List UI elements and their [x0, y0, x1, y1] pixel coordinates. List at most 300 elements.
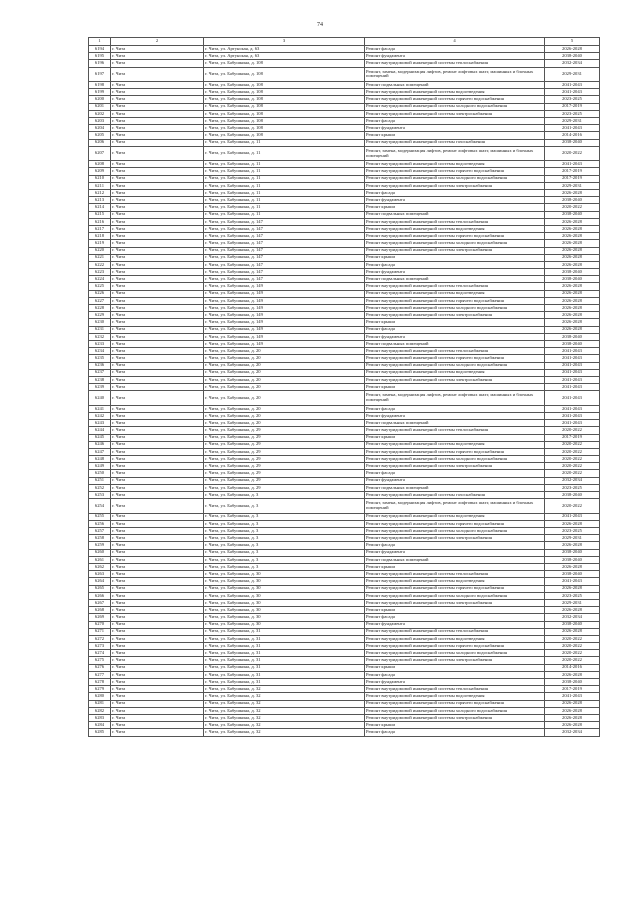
- table-row: [89, 492, 600, 499]
- table-row: [89, 484, 600, 491]
- table-row: [89, 146, 600, 161]
- municipality-cell: г. Чита: [111, 693, 204, 700]
- period-cell: 2029-2031: [545, 67, 600, 82]
- municipality-cell: г. Чита: [111, 556, 204, 563]
- work-type-cell: Ремонт внутридомовой инженерной системы электроснабжения: [365, 182, 545, 189]
- table-row: [89, 405, 600, 412]
- table-row: [89, 211, 600, 218]
- work-type-cell: Ремонт внутридомовой инженерной системы горячего водоснабжения: [365, 448, 545, 455]
- municipality-cell: г. Чита: [111, 60, 204, 67]
- table-row: [89, 355, 600, 362]
- address-cell: г. Чита, ул. Артунская, д. 63: [204, 46, 365, 53]
- row-number-cell: 6275: [89, 657, 111, 664]
- table-row: [89, 441, 600, 448]
- work-type-cell: Ремонт подвальных помещений: [365, 276, 545, 283]
- address-cell: г. Чита, ул. Артунская, д. 63: [204, 53, 365, 60]
- work-type-cell: Ремонт фасада: [365, 46, 545, 53]
- period-cell: 2041-2043: [545, 348, 600, 355]
- work-type-cell: Ремонт внутридомовой инженерной системы теплоснабжения: [365, 686, 545, 693]
- work-type-cell: Ремонт внутридомовой инженерной системы теплоснабжения: [365, 283, 545, 290]
- table-row: [89, 434, 600, 441]
- row-number-cell: 6229: [89, 312, 111, 319]
- period-cell: 2026-2028: [545, 297, 600, 304]
- row-number-cell: 6277: [89, 671, 111, 678]
- municipality-cell: г. Чита: [111, 535, 204, 542]
- municipality-cell: г. Чита: [111, 53, 204, 60]
- row-number-cell: 6216: [89, 218, 111, 225]
- row-number-cell: 6282: [89, 707, 111, 714]
- municipality-cell: г. Чита: [111, 492, 204, 499]
- municipality-cell: г. Чита: [111, 513, 204, 520]
- work-type-cell: Ремонт, замена, модернизация лифтов, ремонт лифтовых шахт, машинных и блочных помещений: [365, 146, 545, 161]
- row-number-cell: 6218: [89, 233, 111, 240]
- row-number-cell: 6215: [89, 211, 111, 218]
- municipality-cell: г. Чита: [111, 448, 204, 455]
- table-row: [89, 326, 600, 333]
- period-cell: 2017-2019: [545, 686, 600, 693]
- address-cell: г. Чита, ул. Бабушкина, д. 3: [204, 535, 365, 542]
- municipality-cell: г. Чита: [111, 477, 204, 484]
- column-number: 5: [545, 38, 600, 46]
- period-cell: 2029-2031: [545, 118, 600, 125]
- table-row: [89, 535, 600, 542]
- table-row: [89, 456, 600, 463]
- row-number-cell: 6273: [89, 643, 111, 650]
- municipality-cell: г. Чита: [111, 161, 204, 168]
- table-row: [89, 197, 600, 204]
- address-cell: г. Чита, ул. Бабушкина, д. 29: [204, 441, 365, 448]
- row-number-cell: 6226: [89, 290, 111, 297]
- row-number-cell: 6207: [89, 146, 111, 161]
- address-cell: г. Чита, ул. Бабушкина, д. 20: [204, 355, 365, 362]
- period-cell: 2017-2019: [545, 103, 600, 110]
- table-row: [89, 470, 600, 477]
- work-type-cell: Ремонт фасада: [365, 405, 545, 412]
- address-cell: г. Чита, ул. Бабушкина, д. 32: [204, 729, 365, 736]
- address-cell: г. Чита, ул. Бабушкина, д. 11: [204, 204, 365, 211]
- address-cell: г. Чита, ул. Бабушкина, д. 29: [204, 470, 365, 477]
- table-row: [89, 103, 600, 110]
- work-type-cell: Ремонт внутридомовой инженерной системы холодного водоснабжения: [365, 650, 545, 657]
- period-cell: 2026-2028: [545, 240, 600, 247]
- row-number-cell: 6208: [89, 161, 111, 168]
- work-type-cell: Ремонт внутридомовой инженерной системы холодного водоснабжения: [365, 592, 545, 599]
- period-cell: 2041-2043: [545, 513, 600, 520]
- municipality-cell: г. Чита: [111, 664, 204, 671]
- municipality-cell: г. Чита: [111, 628, 204, 635]
- municipality-cell: г. Чита: [111, 297, 204, 304]
- period-cell: 2026-2028: [545, 671, 600, 678]
- row-number-cell: 6272: [89, 635, 111, 642]
- municipality-cell: г. Чита: [111, 218, 204, 225]
- municipality-cell: г. Чита: [111, 592, 204, 599]
- work-type-cell: Ремонт фасада: [365, 470, 545, 477]
- work-type-cell: Ремонт крыши: [365, 722, 545, 729]
- address-cell: г. Чита, ул. Бабушкина, д. 32: [204, 722, 365, 729]
- row-number-cell: 6194: [89, 46, 111, 53]
- table-row: [89, 125, 600, 132]
- municipality-cell: г. Чита: [111, 197, 204, 204]
- address-cell: г. Чита, ул. Бабушкина, д. 11: [204, 139, 365, 146]
- address-cell: г. Чита, ул. Бабушкина, д. 147: [204, 233, 365, 240]
- period-cell: 2020-2022: [545, 499, 600, 514]
- row-number-cell: 6253: [89, 492, 111, 499]
- work-type-cell: Ремонт фундамента: [365, 197, 545, 204]
- work-type-cell: Ремонт фундамента: [365, 412, 545, 419]
- address-cell: г. Чита, ул. Бабушкина, д. 29: [204, 463, 365, 470]
- table-row: [89, 190, 600, 197]
- row-number-cell: 6196: [89, 60, 111, 67]
- period-cell: 2041-2043: [545, 369, 600, 376]
- row-number-cell: 6198: [89, 82, 111, 89]
- table-row: [89, 139, 600, 146]
- municipality-cell: г. Чита: [111, 125, 204, 132]
- municipality-cell: г. Чита: [111, 269, 204, 276]
- period-cell: 2038-2040: [545, 556, 600, 563]
- table-row: [89, 427, 600, 434]
- row-number-cell: 6213: [89, 197, 111, 204]
- period-cell: 2023-2025: [545, 592, 600, 599]
- municipality-cell: г. Чита: [111, 175, 204, 182]
- table-row: [89, 233, 600, 240]
- period-cell: 2038-2040: [545, 571, 600, 578]
- municipality-cell: г. Чита: [111, 549, 204, 556]
- municipality-cell: г. Чита: [111, 650, 204, 657]
- work-type-cell: Ремонт внутридомовой инженерной системы водоотведения: [365, 693, 545, 700]
- work-type-cell: Ремонт подвальных помещений: [365, 211, 545, 218]
- period-cell: 2032-2034: [545, 729, 600, 736]
- row-number-cell: 6205: [89, 132, 111, 139]
- table-row: [89, 542, 600, 549]
- municipality-cell: г. Чита: [111, 96, 204, 103]
- period-cell: 2038-2040: [545, 211, 600, 218]
- municipality-cell: г. Чита: [111, 412, 204, 419]
- work-type-cell: Ремонт внутридомовой инженерной системы водоотведения: [365, 513, 545, 520]
- address-cell: г. Чита, ул. Бабушкина, д. 3: [204, 499, 365, 514]
- table-row: [89, 707, 600, 714]
- table-row: [89, 420, 600, 427]
- municipality-cell: г. Чита: [111, 103, 204, 110]
- address-cell: г. Чита, ул. Бабушкина, д. 20: [204, 405, 365, 412]
- work-type-cell: Ремонт фасада: [365, 326, 545, 333]
- municipality-cell: г. Чита: [111, 671, 204, 678]
- address-cell: г. Чита, ул. Бабушкина, д. 149: [204, 290, 365, 297]
- address-cell: г. Чита, ул. Бабушкина, д. 32: [204, 686, 365, 693]
- municipality-cell: г. Чита: [111, 679, 204, 686]
- row-number-cell: 6255: [89, 513, 111, 520]
- municipality-cell: г. Чита: [111, 499, 204, 514]
- period-cell: 2041-2043: [545, 391, 600, 406]
- municipality-cell: г. Чита: [111, 420, 204, 427]
- row-number-cell: 6248: [89, 456, 111, 463]
- period-cell: 2041-2043: [545, 125, 600, 132]
- row-number-cell: 6238: [89, 376, 111, 383]
- municipality-cell: г. Чита: [111, 340, 204, 347]
- municipality-cell: г. Чита: [111, 211, 204, 218]
- municipality-cell: г. Чита: [111, 139, 204, 146]
- period-cell: 2026-2028: [545, 520, 600, 527]
- address-cell: г. Чита, ул. Бабушкина, д. 3: [204, 556, 365, 563]
- table-row: [89, 513, 600, 520]
- table-row: [89, 53, 600, 60]
- work-type-cell: Ремонт внутридомовой инженерной системы теплоснабжения: [365, 427, 545, 434]
- address-cell: г. Чита, ул. Бабушкина, д. 30: [204, 585, 365, 592]
- work-type-cell: Ремонт внутридомовой инженерной системы горячего водоснабжения: [365, 585, 545, 592]
- period-cell: 2026-2028: [545, 707, 600, 714]
- row-number-cell: 6202: [89, 110, 111, 117]
- work-type-cell: Ремонт внутридомовой инженерной системы водоотведения: [365, 225, 545, 232]
- address-cell: г. Чита, ул. Бабушкина, д. 29: [204, 427, 365, 434]
- row-number-cell: 6212: [89, 190, 111, 197]
- municipality-cell: г. Чита: [111, 190, 204, 197]
- table-row: [89, 384, 600, 391]
- address-cell: г. Чита, ул. Бабушкина, д. 20: [204, 348, 365, 355]
- row-number-cell: 6230: [89, 319, 111, 326]
- work-type-cell: Ремонт фасада: [365, 542, 545, 549]
- table-row: [89, 564, 600, 571]
- period-cell: 2041-2043: [545, 693, 600, 700]
- table-row: [89, 276, 600, 283]
- address-cell: г. Чита, ул. Бабушкина, д. 11: [204, 190, 365, 197]
- period-cell: 2041-2043: [545, 362, 600, 369]
- table-row: [89, 592, 600, 599]
- work-type-cell: Ремонт внутридомовой инженерной системы холодного водоснабжения: [365, 240, 545, 247]
- table-row: [89, 635, 600, 642]
- table-row: [89, 520, 600, 527]
- address-cell: г. Чита, ул. Бабушкина, д. 31: [204, 643, 365, 650]
- address-cell: г. Чита, ул. Бабушкина, д. 31: [204, 650, 365, 657]
- address-cell: г. Чита, ул. Бабушкина, д. 3: [204, 528, 365, 535]
- municipality-cell: г. Чита: [111, 348, 204, 355]
- work-type-cell: Ремонт внутридомовой инженерной системы водоотведения: [365, 369, 545, 376]
- address-cell: г. Чита, ул. Бабушкина, д. 3: [204, 549, 365, 556]
- municipality-cell: г. Чита: [111, 599, 204, 606]
- address-cell: г. Чита, ул. Бабушкина, д. 30: [204, 621, 365, 628]
- address-cell: г. Чита, ул. Бабушкина, д. 29: [204, 477, 365, 484]
- row-number-cell: 6237: [89, 369, 111, 376]
- row-number-cell: 6221: [89, 254, 111, 261]
- table-row: [89, 657, 600, 664]
- table-row: [89, 477, 600, 484]
- municipality-cell: г. Чита: [111, 484, 204, 491]
- period-cell: 2041-2043: [545, 82, 600, 89]
- address-cell: г. Чита, ул. Бабушкина, д. 149: [204, 326, 365, 333]
- address-cell: г. Чита, ул. Бабушкина, д. 147: [204, 276, 365, 283]
- period-cell: 2020-2022: [545, 650, 600, 657]
- period-cell: 2041-2043: [545, 355, 600, 362]
- row-number-cell: 6204: [89, 125, 111, 132]
- table-row: [89, 96, 600, 103]
- table-row: [89, 340, 600, 347]
- table-row: [89, 132, 600, 139]
- work-type-cell: Ремонт крыши: [365, 254, 545, 261]
- address-cell: г. Чита, ул. Бабушкина, д. 147: [204, 261, 365, 268]
- municipality-cell: г. Чита: [111, 305, 204, 312]
- address-cell: г. Чита, ул. Бабушкина, д. 149: [204, 319, 365, 326]
- municipality-cell: г. Чита: [111, 463, 204, 470]
- table-row: [89, 305, 600, 312]
- work-type-cell: Ремонт внутридомовой инженерной системы теплоснабжения: [365, 571, 545, 578]
- municipality-cell: г. Чита: [111, 657, 204, 664]
- row-number-cell: 6210: [89, 175, 111, 182]
- work-type-cell: Ремонт внутридомовой инженерной системы электроснабжения: [365, 247, 545, 254]
- work-type-cell: Ремонт внутридомовой инженерной системы электроснабжения: [365, 376, 545, 383]
- work-type-cell: Ремонт внутридомовой инженерной системы теплоснабжения: [365, 348, 545, 355]
- address-cell: г. Чита, ул. Бабушкина, д. 20: [204, 376, 365, 383]
- address-cell: г. Чита, ул. Бабушкина, д. 20: [204, 369, 365, 376]
- address-cell: г. Чита, ул. Бабушкина, д. 32: [204, 700, 365, 707]
- work-type-cell: Ремонт фундамента: [365, 477, 545, 484]
- address-cell: г. Чита, ул. Бабушкина, д. 108: [204, 82, 365, 89]
- row-number-cell: 6284: [89, 722, 111, 729]
- period-cell: 2038-2040: [545, 197, 600, 204]
- table-row: [89, 118, 600, 125]
- row-number-cell: 6236: [89, 362, 111, 369]
- period-cell: 2026-2028: [545, 254, 600, 261]
- row-number-cell: 6261: [89, 556, 111, 563]
- work-type-cell: Ремонт крыши: [365, 384, 545, 391]
- address-cell: г. Чита, ул. Бабушкина, д. 20: [204, 384, 365, 391]
- period-cell: 2026-2028: [545, 714, 600, 721]
- work-type-cell: Ремонт внутридомовой инженерной системы теплоснабжения: [365, 60, 545, 67]
- row-number-cell: 6243: [89, 420, 111, 427]
- column-number: 2: [111, 38, 204, 46]
- municipality-cell: г. Чита: [111, 470, 204, 477]
- table-row: [89, 89, 600, 96]
- address-cell: г. Чита, ул. Бабушкина, д. 11: [204, 146, 365, 161]
- table-row: [89, 556, 600, 563]
- period-cell: 2038-2040: [545, 269, 600, 276]
- address-cell: г. Чита, ул. Бабушкина, д. 108: [204, 67, 365, 82]
- work-type-cell: Ремонт фасада: [365, 261, 545, 268]
- address-cell: г. Чита, ул. Бабушкина, д. 149: [204, 333, 365, 340]
- row-number-cell: 6254: [89, 499, 111, 514]
- period-cell: 2023-2025: [545, 484, 600, 491]
- work-type-cell: Ремонт крыши: [365, 204, 545, 211]
- table-row: [89, 650, 600, 657]
- row-number-cell: 6224: [89, 276, 111, 283]
- row-number-cell: 6235: [89, 355, 111, 362]
- period-cell: 2017-2019: [545, 168, 600, 175]
- period-cell: 2026-2028: [545, 700, 600, 707]
- table-row: [89, 254, 600, 261]
- period-cell: 2041-2043: [545, 412, 600, 419]
- work-type-cell: Ремонт внутридомовой инженерной системы горячего водоснабжения: [365, 233, 545, 240]
- work-type-cell: Ремонт крыши: [365, 564, 545, 571]
- municipality-cell: г. Чита: [111, 686, 204, 693]
- municipality-cell: г. Чита: [111, 729, 204, 736]
- table-row: [89, 60, 600, 67]
- period-cell: 2026-2028: [545, 607, 600, 614]
- work-type-cell: Ремонт крыши: [365, 607, 545, 614]
- table-row: [89, 722, 600, 729]
- row-number-cell: 6214: [89, 204, 111, 211]
- address-cell: г. Чита, ул. Бабушкина, д. 108: [204, 60, 365, 67]
- period-cell: 2026-2028: [545, 190, 600, 197]
- period-cell: 2026-2028: [545, 218, 600, 225]
- period-cell: 2038-2040: [545, 621, 600, 628]
- table-row: [89, 225, 600, 232]
- municipality-cell: г. Чита: [111, 247, 204, 254]
- work-type-cell: Ремонт внутридомовой инженерной системы электроснабжения: [365, 714, 545, 721]
- period-cell: 2026-2028: [545, 305, 600, 312]
- work-type-cell: Ремонт внутридомовой инженерной системы водоотведения: [365, 578, 545, 585]
- table-row: [89, 700, 600, 707]
- work-type-cell: Ремонт фундамента: [365, 679, 545, 686]
- address-cell: г. Чита, ул. Бабушкина, д. 108: [204, 125, 365, 132]
- period-cell: 2020-2022: [545, 643, 600, 650]
- table-row: [89, 362, 600, 369]
- row-number-cell: 6251: [89, 477, 111, 484]
- address-cell: г. Чита, ул. Бабушкина, д. 29: [204, 456, 365, 463]
- row-number-cell: 6252: [89, 484, 111, 491]
- work-type-cell: Ремонт внутридомовой инженерной системы холодного водоснабжения: [365, 103, 545, 110]
- address-cell: г. Чита, ул. Бабушкина, д. 31: [204, 679, 365, 686]
- table-row: [89, 671, 600, 678]
- work-type-cell: Ремонт внутридомовой инженерной системы холодного водоснабжения: [365, 456, 545, 463]
- address-cell: г. Чита, ул. Бабушкина, д. 11: [204, 197, 365, 204]
- period-cell: 2041-2043: [545, 376, 600, 383]
- row-number-cell: 6241: [89, 405, 111, 412]
- address-cell: г. Чита, ул. Бабушкина, д. 20: [204, 412, 365, 419]
- municipality-cell: г. Чита: [111, 146, 204, 161]
- municipality-cell: г. Чита: [111, 82, 204, 89]
- column-number: 1: [89, 38, 111, 46]
- work-type-cell: Ремонт внутридомовой инженерной системы горячего водоснабжения: [365, 96, 545, 103]
- municipality-cell: г. Чита: [111, 707, 204, 714]
- period-cell: 2041-2043: [545, 405, 600, 412]
- row-number-cell: 6228: [89, 305, 111, 312]
- period-cell: 2041-2043: [545, 420, 600, 427]
- capital-repair-table: [88, 37, 600, 737]
- municipality-cell: г. Чита: [111, 520, 204, 527]
- column-number-row: [89, 38, 600, 46]
- address-cell: г. Чита, ул. Бабушкина, д. 3: [204, 513, 365, 520]
- work-type-cell: Ремонт внутридомовой инженерной системы горячего водоснабжения: [365, 700, 545, 707]
- address-cell: г. Чита, ул. Бабушкина, д. 11: [204, 182, 365, 189]
- period-cell: 2038-2040: [545, 333, 600, 340]
- municipality-cell: г. Чита: [111, 635, 204, 642]
- work-type-cell: Ремонт внутридомовой инженерной системы электроснабжения: [365, 599, 545, 606]
- municipality-cell: г. Чита: [111, 89, 204, 96]
- table-row: [89, 168, 600, 175]
- work-type-cell: Ремонт внутридомовой инженерной системы холодного водоснабжения: [365, 175, 545, 182]
- municipality-cell: г. Чита: [111, 290, 204, 297]
- row-number-cell: 6246: [89, 441, 111, 448]
- table-row: [89, 312, 600, 319]
- table-row: [89, 607, 600, 614]
- municipality-cell: г. Чита: [111, 118, 204, 125]
- work-type-cell: Ремонт крыши: [365, 319, 545, 326]
- table-row: [89, 549, 600, 556]
- work-type-cell: Ремонт внутридомовой инженерной системы электроснабжения: [365, 110, 545, 117]
- period-cell: 2029-2031: [545, 535, 600, 542]
- address-cell: г. Чита, ул. Бабушкина, д. 31: [204, 664, 365, 671]
- work-type-cell: Ремонт подвальных помещений: [365, 556, 545, 563]
- table-row: [89, 628, 600, 635]
- table-row: [89, 679, 600, 686]
- row-number-cell: 6197: [89, 67, 111, 82]
- row-number-cell: 6258: [89, 535, 111, 542]
- period-cell: 2032-2034: [545, 60, 600, 67]
- row-number-cell: 6266: [89, 592, 111, 599]
- row-number-cell: 6225: [89, 283, 111, 290]
- work-type-cell: Ремонт внутридомовой инженерной системы газоснабжения: [365, 139, 545, 146]
- table-row: [89, 686, 600, 693]
- work-type-cell: Ремонт внутридомовой инженерной системы электроснабжения: [365, 312, 545, 319]
- table-row: [89, 182, 600, 189]
- table-row: [89, 369, 600, 376]
